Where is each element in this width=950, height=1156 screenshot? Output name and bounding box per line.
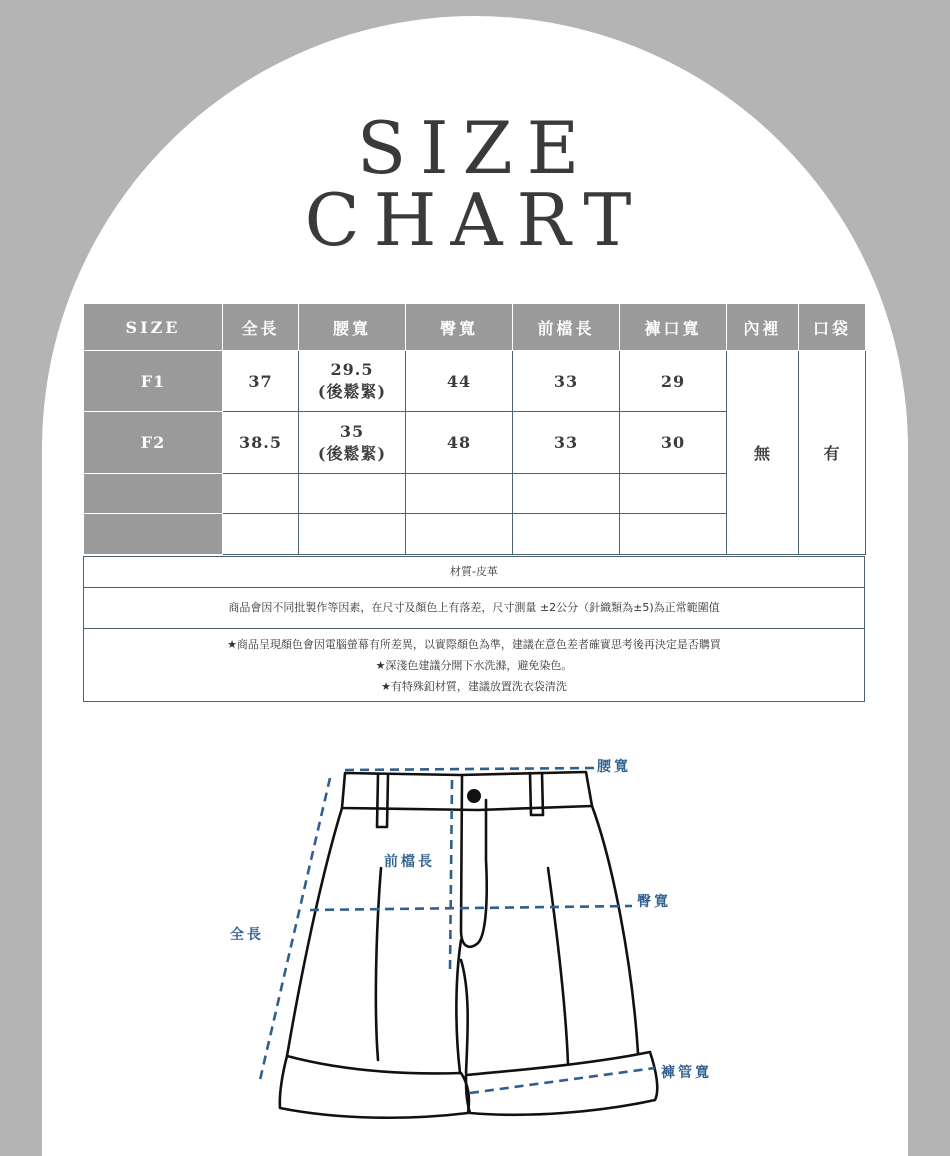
crotch-right <box>461 960 468 1073</box>
cell-front-rise: 33 <box>513 351 620 412</box>
pleat-right <box>548 868 568 1064</box>
header-hip: 臀寬 <box>406 304 513 351</box>
empty-cell <box>513 474 620 514</box>
waist-note: (後鬆緊) <box>317 382 387 401</box>
cell-full-length: 37 <box>223 351 299 412</box>
row-size-label: F2 <box>84 412 223 474</box>
waistband-outline <box>342 772 592 810</box>
diagram-label-waist: 腰寬 <box>597 759 631 775</box>
diagram-label-hip: 臀寬 <box>637 894 671 910</box>
empty-cell <box>223 474 299 514</box>
header-leg-opening: 褲口寬 <box>620 304 727 351</box>
diagram-label-leg-opening: 褲管寬 <box>661 1065 712 1081</box>
header-row <box>84 304 866 351</box>
size-table <box>83 303 866 555</box>
empty-cell <box>620 514 727 555</box>
cell-full-length: 38.5 <box>223 412 299 474</box>
waist-value: 29.5 <box>330 360 374 379</box>
disclaimer-note: 商品會因不同批製作等因素，在尺寸及顏色上有落差，尺寸測量 ±2公分（針織類為±5)為正常範圍值 <box>84 587 864 628</box>
warning-notes <box>84 628 864 701</box>
title-line-1: SIZE <box>356 106 594 190</box>
belt-loop-left <box>377 774 388 827</box>
empty-cell <box>299 474 406 514</box>
pleat-left <box>376 868 381 1060</box>
cell-lining: 無 <box>727 351 799 555</box>
cell-leg-opening: 29 <box>620 351 727 412</box>
header-full-length: 全長 <box>223 304 299 351</box>
left-cuff <box>280 1056 469 1118</box>
waist-value: 35 <box>339 421 365 441</box>
shorts-diagram <box>0 740 950 1138</box>
header-waist: 腰寬 <box>299 304 406 351</box>
empty-cell <box>620 474 727 514</box>
cell-pocket: 有 <box>799 351 866 555</box>
cell-front-rise: 33 <box>513 412 620 474</box>
row-size-label: F1 <box>84 351 223 412</box>
row-size-label-empty <box>84 474 223 514</box>
title-line-2: CHART <box>304 178 646 262</box>
header-pocket: 口袋 <box>799 304 866 351</box>
notes-box <box>83 556 865 702</box>
hip-measure-line <box>310 906 632 910</box>
warning-line: ★深淺色建議分開下水洗滌，避免染色。 <box>375 659 573 672</box>
waist-measure-line <box>345 768 595 770</box>
cell-waist <box>299 351 406 412</box>
cell-hip: 44 <box>406 351 513 412</box>
cell-waist <box>299 412 406 474</box>
waist-note: (後鬆緊) <box>317 443 387 463</box>
warning-line: ★有特殊釦材質，建議放置洗衣袋清洗 <box>381 680 567 693</box>
table-row <box>84 351 866 412</box>
empty-cell <box>223 514 299 555</box>
diagram-label-full-length: 全長 <box>230 927 264 943</box>
row-size-label-empty <box>84 514 223 555</box>
material-note: 材質-皮革 <box>84 556 864 587</box>
empty-cell <box>299 514 406 555</box>
right-cuff <box>466 1052 657 1115</box>
header-size: SIZE <box>84 304 223 351</box>
empty-cell <box>406 474 513 514</box>
empty-cell <box>513 514 620 555</box>
cell-hip: 48 <box>406 412 513 474</box>
cell-leg-opening: 30 <box>620 412 727 474</box>
right-leg-outline <box>592 806 638 1053</box>
button-icon <box>467 789 481 803</box>
diagram-label-front-rise: 前檔長 <box>384 854 435 870</box>
header-lining: 內裡 <box>727 304 799 351</box>
warning-line: ★商品呈現顏色會因電腦螢幕有所差異，以實際顏色為準，建議在意色差者確實思考後再決定是否購買 <box>227 638 721 651</box>
full-length-measure-line <box>260 778 330 1080</box>
empty-cell <box>406 514 513 555</box>
header-front-rise: 前檔長 <box>513 304 620 351</box>
